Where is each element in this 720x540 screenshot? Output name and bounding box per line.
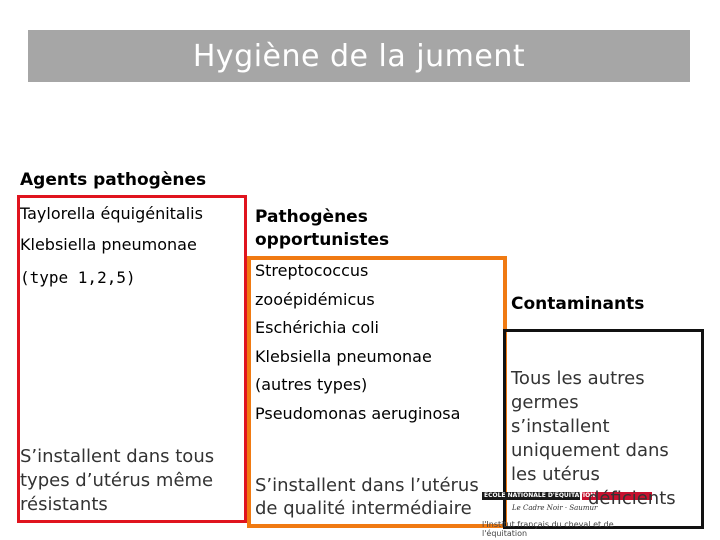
left-line-2: Klebsiella pneumonae — [20, 235, 197, 254]
right-text-3: s’installent — [511, 416, 610, 437]
middle-bottom-2: de qualité intermédiaire — [255, 498, 472, 519]
middle-line-4: Klebsiella pneumonae — [255, 347, 432, 366]
right-text-6: déficients — [588, 488, 676, 509]
right-text-4: uniquement dans — [511, 440, 669, 461]
middle-line-1: Streptococcus — [255, 261, 369, 280]
left-bottom-1: S’installent dans tous — [20, 446, 215, 467]
middle-line-5: (autres types) — [255, 375, 368, 394]
middle-line-6: Pseudomonas aeruginosa — [255, 404, 461, 423]
left-bottom-3: résistants — [20, 494, 108, 515]
right-text-1: Tous les autres — [511, 368, 645, 389]
left-line-3: (type 1,2,5) — [20, 268, 136, 287]
logo-text-1: ECOLE NATIONALE D'EQUITATION — [484, 492, 596, 499]
logo-text-2: Le Cadre Noir · Saumur — [512, 504, 598, 512]
left-line-1: Taylorella équigénitalis — [20, 204, 203, 223]
middle-heading-2: opportunistes — [255, 230, 390, 250]
middle-line-3: Eschérichia coli — [255, 318, 379, 337]
left-bottom-2: types d’utérus même — [20, 470, 214, 491]
title-bar — [28, 30, 690, 82]
right-text-5: les utérus — [511, 464, 600, 485]
right-text-2: germes — [511, 392, 579, 413]
logo-text-3: l'Institut français du cheval et de l'équitation — [482, 520, 614, 538]
middle-line-2: zooépidémicus — [255, 290, 375, 309]
middle-heading-1: Pathogènes — [255, 207, 368, 227]
left-heading: Agents pathogènes — [20, 170, 207, 190]
slide-title: Hygiène de la jument — [192, 38, 526, 74]
right-heading: Contaminants — [511, 294, 645, 314]
middle-bottom-1: S’installent dans l’utérus — [255, 475, 479, 496]
